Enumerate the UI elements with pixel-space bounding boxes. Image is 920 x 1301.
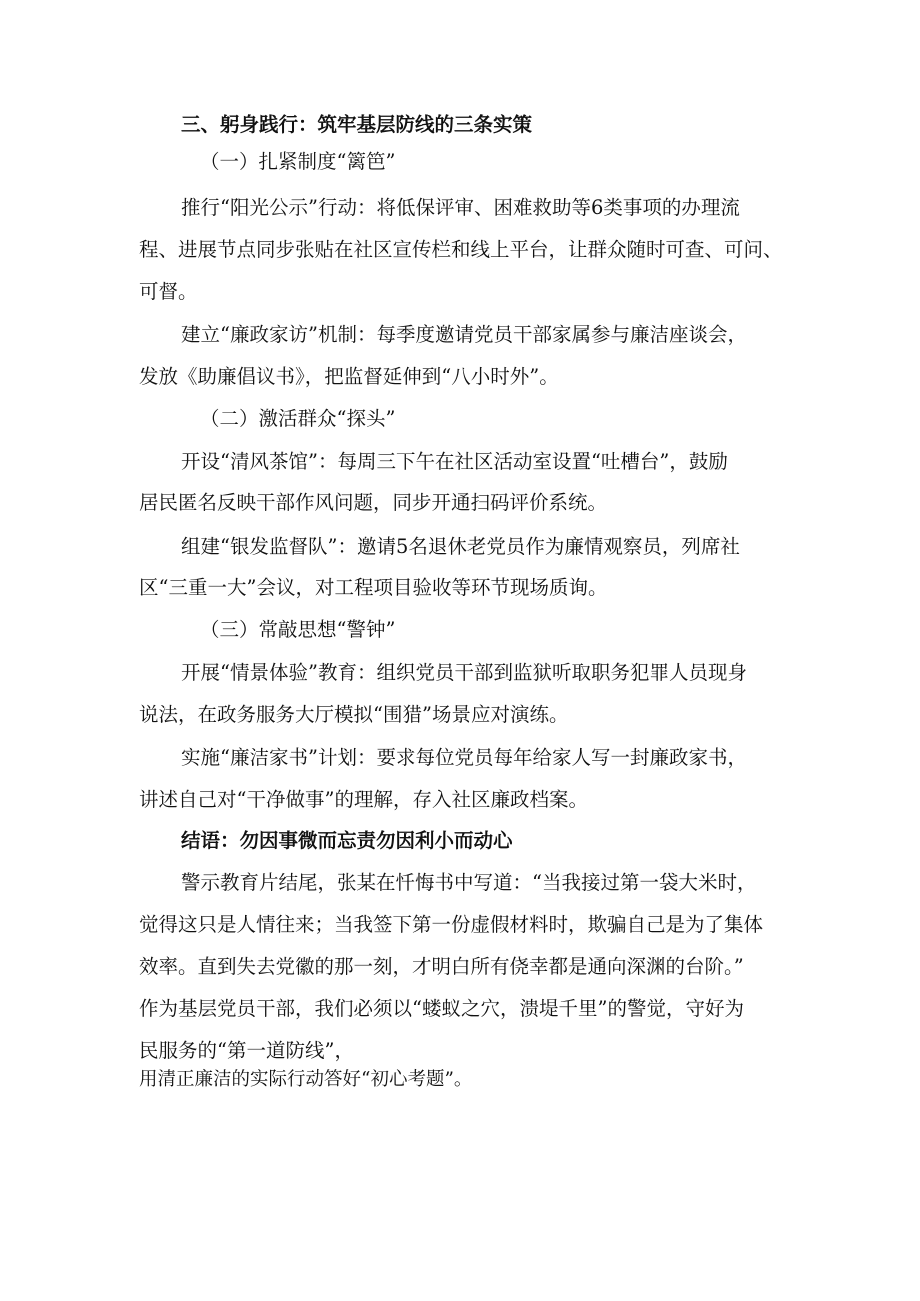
- subsection-3-heading: （三）常敲思想“警钟”: [200, 618, 396, 641]
- paragraph-line: 作为基层党员干部，我们必须以“蝼蚁之穴，溃堤千里”的警觉，守好为: [139, 997, 744, 1020]
- paragraph-line: 觉得这只是人情往来；当我签下第一份虚假材料时，欺骗自己是为了集体: [139, 913, 764, 936]
- paragraph-line: 用清正廉洁的实际行动答好“初心考题”。: [139, 1069, 473, 1090]
- paragraph-line: 居民匿名反映干部作风问题，同步开通扫码评价系统。: [139, 491, 608, 514]
- paragraph-line: 实施“廉洁家书”计划：要求每位党员每年给家人写一封廉政家书，: [181, 746, 747, 769]
- paragraph-line: 组建“银发监督队”：邀请5名退休老党员作为廉情观察员，列席社: [181, 535, 740, 558]
- paragraph-line: 开展“情景体验”教育：组织党员干部到监狱听取职务犯罪人员现身: [181, 661, 747, 684]
- paragraph-line: 效率。直到失去党徽的那一刻，才明白所有侥幸都是通向深渊的台阶。”: [139, 955, 744, 978]
- subsection-1-heading: （一）扎紧制度“篱笆”: [200, 150, 396, 173]
- paragraph-line: 警示教育片结尾，张某在忏悔书中写道：“当我接过第一袋大米时，: [181, 871, 757, 894]
- paragraph-line: 建立“廉政家访”机制：每季度邀请党员干部家属参与廉洁座谈会，: [181, 323, 747, 346]
- conclusion-heading: 结语：勿因事微而忘责勿因利小而动心: [181, 829, 513, 852]
- subsection-2-heading: （二）激活群众“探头”: [200, 407, 396, 430]
- paragraph-line: 开设“清风茶馆”：每周三下午在社区活动室设置“吐槽台”，鼓励: [181, 450, 728, 473]
- paragraph-line: 发放《助廉倡议书》，把监督延伸到“八小时外”。: [139, 365, 559, 388]
- paragraph-line: 可督。: [139, 280, 198, 303]
- section-heading: 三、躬身践行：筑牢基层防线的三条实策: [181, 113, 533, 136]
- paragraph-line: 区“三重一大”会议，对工程项目验收等环节现场质询。: [139, 576, 608, 599]
- paragraph-line: 推行“阳光公示”行动：将低保评审、困难救助等6类事项的办理流: [181, 196, 740, 219]
- paragraph-line: 民服务的“第一道防线”，: [139, 1039, 354, 1062]
- paragraph-line: 讲述自己对“干净做事”的理解，存入社区廉政档案。: [139, 788, 588, 811]
- paragraph-line: 说法，在政务服务大厅模拟“围猎”场景应对演练。: [139, 703, 569, 726]
- paragraph-line: 程、进展节点同步张贴在社区宣传栏和线上平台，让群众随时可查、可问、: [139, 238, 783, 261]
